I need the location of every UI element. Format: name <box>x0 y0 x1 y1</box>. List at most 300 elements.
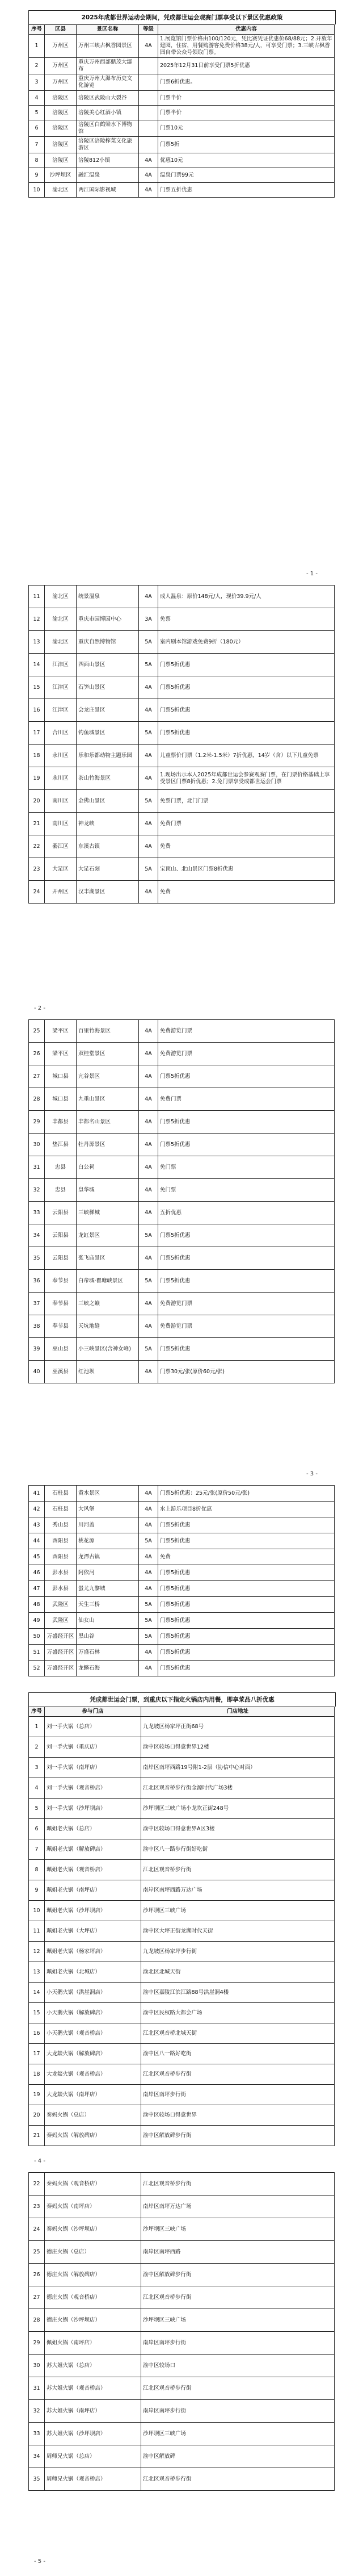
cell-discount: 门票5折优惠 <box>158 676 335 699</box>
cell-store: 珮姐老火锅（解放碑店） <box>45 1839 141 1860</box>
cell-level: 4A <box>139 699 158 722</box>
cell-index: 33 <box>29 2423 45 2445</box>
cell-index: 5 <box>29 1799 45 1819</box>
cell-store: 苏大姐火锅（南坪店） <box>45 2400 141 2423</box>
table-row <box>29 1224 335 1247</box>
table-row <box>29 1361 335 1383</box>
cell-scenic-name: 蚩尤九黎城 <box>77 1581 139 1597</box>
cell-scenic-name: 涪陵812小镇 <box>77 153 139 168</box>
table-row <box>29 74 335 91</box>
cell-level <box>139 58 158 74</box>
cell-district: 万盛经开区 <box>45 1661 77 1676</box>
cell-store: 珮姐老火锅（观音桥店） <box>45 1860 141 1880</box>
hotpot-discount-section-1 <box>28 1692 335 2146</box>
cell-index: 33 <box>29 1202 45 1224</box>
cell-scenic-name: 万盛石林 <box>77 1645 139 1661</box>
cell-scenic-name: 重庆万州西部鼎茂大瀑布 <box>77 58 139 74</box>
cell-discount: 门票5折优惠 <box>158 1533 335 1549</box>
cell-district: 奉节县 <box>45 1270 77 1293</box>
cell-store: 珮姐老火锅（沙坪坝店） <box>45 1901 141 1921</box>
cell-district: 秀山县 <box>45 1517 77 1533</box>
table-row <box>29 608 335 631</box>
table-row <box>29 2423 335 2445</box>
cell-index: 6 <box>29 120 45 137</box>
page-number: - 5 - <box>34 2558 45 2565</box>
table-row <box>29 1819 335 1839</box>
table-row <box>29 1179 335 1202</box>
cell-index: 23 <box>29 858 45 881</box>
cell-address: 沙坪坝区三峡广场小龙坎正街248号 <box>141 1799 335 1819</box>
cell-discount: 门票30元/张(原价60元/张) <box>158 1361 335 1383</box>
cell-scenic-name: 百里竹海景区 <box>77 1020 139 1043</box>
cell-discount: 温泉门票99元 <box>158 168 335 183</box>
cell-scenic-name: 阿依河 <box>77 1565 139 1581</box>
cell-index: 46 <box>29 1565 45 1581</box>
cell-district: 武隆区 <box>45 1597 77 1613</box>
cell-district: 万盛经开区 <box>45 1645 77 1661</box>
cell-index: 45 <box>29 1549 45 1565</box>
cell-index: 11 <box>29 1921 45 1942</box>
table-row <box>29 1088 335 1111</box>
page-number: - 2 - <box>34 1005 45 1011</box>
cell-discount: 宝顶山、北山景区门票8折优惠 <box>158 858 335 881</box>
cell-level: 4A <box>139 881 158 904</box>
table-row <box>29 676 335 699</box>
cell-level: 4A <box>139 1565 158 1581</box>
cell-discount: 门票5折优惠 <box>158 1581 335 1597</box>
table-row <box>29 106 335 120</box>
cell-discount: 门票半价 <box>158 91 335 106</box>
table-row <box>29 1533 335 1549</box>
header-scenic-name: 景区名称 <box>77 25 139 35</box>
cell-scenic-name: 白公祠 <box>77 1156 139 1179</box>
table-row <box>29 2286 335 2309</box>
cell-store: 珮姐老火锅（大坪店） <box>45 1921 141 1942</box>
cell-store: 刘一手火锅（总店） <box>45 1717 141 1737</box>
cell-discount: 门票5折优惠 <box>158 1517 335 1533</box>
cell-address: 渝中区解放碑步行街 <box>141 2264 335 2286</box>
cell-discount: 成人温泉：原价148元/人，现价39.9元/人 <box>158 586 335 608</box>
cell-index: 9 <box>29 1880 45 1901</box>
cell-scenic-name: 亢谷景区 <box>77 1065 139 1088</box>
cell-level <box>139 106 158 120</box>
cell-scenic-name: 乐和乐都动物主题乐园 <box>77 745 139 767</box>
cell-index: 36 <box>29 1270 45 1293</box>
table-row <box>29 2218 335 2241</box>
cell-store: 大龙燚火锅（观音桥店） <box>45 2064 141 2085</box>
cell-scenic-name: 涪陵区白鹤梁水下博物馆 <box>77 120 139 137</box>
cell-address: 江北区观音桥步行街 <box>141 2064 335 2085</box>
table-row <box>29 699 335 722</box>
cell-index: 2 <box>29 58 45 74</box>
scenic-discount-title: 2025年成都世界运动会期间，凭成都世运会观赛门票享受以下景区优惠政策 <box>28 10 336 24</box>
cell-district: 涪陵区 <box>45 153 77 168</box>
cell-index: 10 <box>29 183 45 198</box>
table-row <box>29 183 335 198</box>
cell-scenic-name: 东溪古镇 <box>77 835 139 858</box>
cell-index: 49 <box>29 1613 45 1629</box>
cell-index: 35 <box>29 1247 45 1270</box>
table-row <box>29 1799 335 1819</box>
cell-index: 10 <box>29 1901 45 1921</box>
cell-level: 5A <box>139 1613 158 1629</box>
table-row <box>29 1043 335 1065</box>
cell-index: 24 <box>29 881 45 904</box>
table-row <box>29 631 335 654</box>
cell-index: 47 <box>29 1581 45 1597</box>
cell-store: 周师兄火锅（观音桥店） <box>45 2468 141 2491</box>
cell-index: 32 <box>29 2400 45 2423</box>
cell-discount: 儿童票价门票（1.2米-1.5米）7折优惠，14岁（含）以下儿童免票 <box>158 745 335 767</box>
cell-scenic-name: 神龙峡 <box>77 813 139 835</box>
cell-store: 刘一手火锅（南坪店） <box>45 1758 141 1778</box>
cell-scenic-name: 汉丰湖景区 <box>77 881 139 904</box>
cell-address: 渝中区较场口得意世界A区3楼 <box>141 1819 335 1839</box>
cell-scenic-name: 龙潭古镇 <box>77 1549 139 1565</box>
cell-discount: 免门票 <box>158 1179 335 1202</box>
cell-discount: 门票5折优惠 <box>158 1613 335 1629</box>
cell-level: 5A <box>139 1629 158 1645</box>
table-row <box>29 813 335 835</box>
cell-store: 珮姐老火锅（南坪店） <box>45 1880 141 1901</box>
cell-discount: 免费游览门票 <box>158 1043 335 1065</box>
cell-discount: 免费门票 <box>158 1088 335 1111</box>
cell-index: 12 <box>29 608 45 631</box>
cell-index: 5 <box>29 106 45 120</box>
table-header-row <box>29 25 335 35</box>
cell-level: 4A <box>139 1517 158 1533</box>
cell-index: 18 <box>29 2064 45 2085</box>
cell-discount: 门票半价 <box>158 106 335 120</box>
cell-store: 秦妈火锅（观音桥店） <box>45 2173 141 2196</box>
cell-level: 4A <box>139 745 158 767</box>
cell-discount: 五折优惠 <box>158 1202 335 1224</box>
cell-index: 20 <box>29 790 45 813</box>
scenic-discount-table-1 <box>28 24 335 198</box>
cell-address: 南岸区南坪步行街 <box>141 2400 335 2423</box>
header-district: 区县 <box>45 25 77 35</box>
cell-index: 8 <box>29 1860 45 1880</box>
cell-index: 50 <box>29 1629 45 1645</box>
table-row <box>29 2085 335 2105</box>
table-row <box>29 1962 335 1983</box>
cell-scenic-name: 红池坝 <box>77 1361 139 1383</box>
cell-level: 4A <box>139 183 158 198</box>
cell-scenic-name: 张飞庙景区 <box>77 1247 139 1270</box>
cell-address: 渝中区解放碑 <box>141 2445 335 2468</box>
cell-level: 5A <box>139 1224 158 1247</box>
cell-level: 4A <box>139 1247 158 1270</box>
table-row <box>29 2126 335 2146</box>
cell-scenic-name: 涪陵美心红酒小镇 <box>77 106 139 120</box>
cell-district: 城口县 <box>45 1065 77 1088</box>
cell-scenic-name: 融汇温泉 <box>77 168 139 183</box>
cell-level: 3A <box>139 608 158 631</box>
cell-index: 2 <box>29 1737 45 1758</box>
cell-address: 沙坪坝区三峡广场 <box>141 1901 335 1921</box>
cell-index: 19 <box>29 2085 45 2105</box>
cell-index: 15 <box>29 2003 45 2023</box>
table-row <box>29 120 335 137</box>
cell-index: 21 <box>29 813 45 835</box>
cell-district: 涪陵区 <box>45 120 77 137</box>
cell-index: 13 <box>29 631 45 654</box>
header-level: 等级 <box>139 25 158 35</box>
cell-level: 5A <box>139 790 158 813</box>
cell-index: 31 <box>29 2377 45 2400</box>
cell-district: 涪陵区 <box>45 106 77 120</box>
table-row <box>29 2332 335 2355</box>
cell-scenic-name: 重庆万州大瀑布历史文化游览 <box>77 74 139 91</box>
cell-index: 15 <box>29 676 45 699</box>
cell-index: 39 <box>29 1338 45 1361</box>
table-row <box>29 745 335 767</box>
cell-discount: 门票5折优惠 <box>158 1270 335 1293</box>
cell-level: 4A <box>139 813 158 835</box>
cell-discount: 门票5折优惠 <box>158 1111 335 1134</box>
cell-level: 4A <box>139 1043 158 1065</box>
cell-discount: 门票5折优惠 <box>158 1645 335 1661</box>
cell-discount: 免费游览门票 <box>158 1315 335 1338</box>
cell-district: 垫江县 <box>45 1134 77 1156</box>
cell-index: 16 <box>29 2023 45 2044</box>
cell-store: 周师兄火锅（总店） <box>45 2445 141 2468</box>
cell-district: 奉节县 <box>45 1293 77 1315</box>
cell-index: 40 <box>29 1361 45 1383</box>
cell-scenic-name: 桃花源 <box>77 1533 139 1549</box>
cell-address: 江北区观音桥步行街 <box>141 2173 335 2196</box>
cell-index: 19 <box>29 767 45 790</box>
cell-discount: 门票5折优惠 <box>158 654 335 676</box>
scenic-discount-table-2 <box>28 585 335 904</box>
cell-scenic-name: 重庆自然博物馆 <box>77 631 139 654</box>
cell-index: 22 <box>29 2173 45 2196</box>
cell-address: 江北区观音桥步行街 <box>141 2286 335 2309</box>
cell-level: 4A <box>139 1645 158 1661</box>
table-header-row <box>29 1707 335 1717</box>
scenic-discount-section-1 <box>28 10 335 198</box>
table-row <box>29 58 335 74</box>
cell-scenic-name: 川河盖 <box>77 1517 139 1533</box>
cell-store: 珮姐老火锅（总店） <box>45 1819 141 1839</box>
cell-level: 5A <box>139 722 158 745</box>
cell-discount: 门票5折优惠 <box>158 1338 335 1361</box>
cell-address: 沙坪坝区三峡广场 <box>141 2423 335 2445</box>
cell-discount: 免费游览门票 <box>158 1293 335 1315</box>
table-row <box>29 1629 335 1645</box>
cell-level: 5A <box>139 1597 158 1613</box>
table-row <box>29 2105 335 2126</box>
page-number: - 3 - <box>306 1471 318 1477</box>
table-row <box>29 153 335 168</box>
cell-level: 4A <box>139 835 158 858</box>
table-row <box>29 1270 335 1293</box>
cell-discount: 优惠10元 <box>158 153 335 168</box>
cell-index: 1 <box>29 35 45 58</box>
cell-district: 合川区 <box>45 722 77 745</box>
cell-index: 3 <box>29 74 45 91</box>
table-row <box>29 2196 335 2218</box>
cell-index: 14 <box>29 1983 45 2003</box>
cell-level: 5A <box>139 654 158 676</box>
cell-scenic-name: 三峡之巅 <box>77 1293 139 1315</box>
cell-district: 忠县 <box>45 1156 77 1179</box>
table-row <box>29 767 335 790</box>
cell-scenic-name: 四面山景区 <box>77 654 139 676</box>
cell-store: 刘一手火锅（重庆店） <box>45 1737 141 1758</box>
cell-discount: 门票5折优惠 <box>158 699 335 722</box>
cell-district: 綦江区 <box>45 835 77 858</box>
table-row <box>29 1597 335 1613</box>
cell-address: 南岸区南坪西路19号附1-2层（协信中心对面） <box>141 1758 335 1778</box>
cell-index: 29 <box>29 1111 45 1134</box>
cell-address: 沙坪坝区三峡广场 <box>141 2218 335 2241</box>
table-row <box>29 1839 335 1860</box>
cell-discount: 门票5折优惠：25元/张(原价50元/张) <box>158 1486 335 1502</box>
scenic-discount-section-3 <box>28 1019 335 1383</box>
cell-index: 7 <box>29 1839 45 1860</box>
cell-store: 德庄火锅（总店） <box>45 2241 141 2264</box>
cell-district: 永川区 <box>45 767 77 790</box>
cell-index: 31 <box>29 1156 45 1179</box>
cell-scenic-name: 九重山景区 <box>77 1088 139 1111</box>
cell-district: 南川区 <box>45 813 77 835</box>
cell-index: 18 <box>29 745 45 767</box>
cell-discount: 门票5折优惠 <box>158 1629 335 1645</box>
table-row <box>29 835 335 858</box>
table-row <box>29 2400 335 2423</box>
scenic-discount-section-2 <box>28 585 335 904</box>
cell-scenic-name: 大风堡 <box>77 1502 139 1517</box>
cell-district: 沙坪坝区 <box>45 168 77 183</box>
scenic-discount-table-4 <box>28 1485 335 1676</box>
table-row <box>29 1860 335 1880</box>
cell-scenic-name: 重庆市园博园中心 <box>77 608 139 631</box>
cell-discount: 室内剧本馆游戏免费9折（180元） <box>158 631 335 654</box>
cell-district: 石柱县 <box>45 1486 77 1502</box>
cell-district: 万州区 <box>45 35 77 58</box>
cell-address: 九龙坡区杨家坪步行街 <box>141 1942 335 1962</box>
cell-district: 永川区 <box>45 745 77 767</box>
cell-store: 小天鹅火锅（解放碑店） <box>45 2003 141 2023</box>
cell-address: 渝中区较场口得意世界12楼 <box>141 1737 335 1758</box>
cell-store: 佩姐火锅（南坪店） <box>45 2332 141 2355</box>
cell-store: 珮姐老火锅（杨家坪店） <box>45 1942 141 1962</box>
cell-scenic-name: 黄水景区 <box>77 1486 139 1502</box>
cell-discount: 免费 <box>158 835 335 858</box>
cell-store: 苏大姐火锅（总店） <box>45 2355 141 2377</box>
scenic-discount-table-3 <box>28 1019 335 1383</box>
cell-store: 刘一手火锅（沙坪坝店） <box>45 1799 141 1819</box>
cell-level: 4A <box>139 1202 158 1224</box>
cell-discount: 门票5折优惠 <box>158 1134 335 1156</box>
cell-store: 秦妈火锅（解放碑店） <box>45 2126 141 2146</box>
table-row <box>29 1581 335 1597</box>
table-row <box>29 1065 335 1088</box>
cell-discount: 1.现场出示本人2025年成都世运会参赛观赛门票，在门票价格基础上享受景区门票8折优惠；2.免门票享受成都世运会门票 <box>158 767 335 790</box>
cell-store: 刘一手火锅（观音桥店） <box>45 1778 141 1799</box>
cell-scenic-name: 石笋山景区 <box>77 676 139 699</box>
header-discount: 优惠内容 <box>158 25 335 35</box>
cell-scenic-name: 钓鱼城景区 <box>77 722 139 745</box>
cell-discount: 门票5折优惠 <box>158 722 335 745</box>
cell-index: 9 <box>29 168 45 183</box>
table-row <box>29 2241 335 2264</box>
table-row <box>29 1338 335 1361</box>
cell-scenic-name: 双桂堂景区 <box>77 1043 139 1065</box>
table-row <box>29 1778 335 1799</box>
cell-store: 德庄火锅（解放碑店） <box>45 2264 141 2286</box>
table-row <box>29 1565 335 1581</box>
cell-district: 南川区 <box>45 790 77 813</box>
cell-index: 35 <box>29 2468 45 2491</box>
cell-discount: 门票五折优惠 <box>158 183 335 198</box>
cell-index: 34 <box>29 2445 45 2468</box>
cell-index: 44 <box>29 1533 45 1549</box>
cell-district: 云阳县 <box>45 1202 77 1224</box>
cell-district: 渝北区 <box>45 586 77 608</box>
cell-level: 4A <box>139 1502 158 1517</box>
cell-scenic-name: 白帝城·瞿塘峡景区 <box>77 1270 139 1293</box>
cell-index: 29 <box>29 2332 45 2355</box>
cell-district: 江津区 <box>45 654 77 676</box>
cell-scenic-name: 三峡梯城 <box>77 1202 139 1224</box>
cell-index: 17 <box>29 722 45 745</box>
cell-address: 江北区观音桥北城天街 <box>141 2023 335 2044</box>
cell-scenic-name: 万州三峡古枫香园景区 <box>77 35 139 58</box>
cell-level: 4A <box>139 1065 158 1088</box>
table-row <box>29 1315 335 1338</box>
cell-address: 南岸区南坪步行街 <box>141 2332 335 2355</box>
table-row <box>29 654 335 676</box>
cell-discount: 门票5折 <box>158 137 335 153</box>
cell-level: 4A <box>139 1179 158 1202</box>
cell-discount: 门票5折优惠 <box>158 1224 335 1247</box>
table-row <box>29 2023 335 2044</box>
page-number: - 4 - <box>34 2158 45 2164</box>
cell-scenic-name: 牡丹源景区 <box>77 1134 139 1156</box>
cell-discount: 门票10元 <box>158 120 335 137</box>
cell-scenic-name: 天生三桥 <box>77 1597 139 1613</box>
cell-district: 忠县 <box>45 1179 77 1202</box>
cell-scenic-name: 丰都名山景区 <box>77 1111 139 1134</box>
cell-index: 7 <box>29 137 45 153</box>
cell-district: 彭水县 <box>45 1565 77 1581</box>
cell-index: 30 <box>29 2355 45 2377</box>
table-row <box>29 2377 335 2400</box>
cell-discount: 免费 <box>158 881 335 904</box>
cell-index: 20 <box>29 2105 45 2126</box>
table-row <box>29 1645 335 1661</box>
cell-address: 江北区观音桥步行街 <box>141 2377 335 2400</box>
cell-district: 涪陵区 <box>45 91 77 106</box>
cell-level: 5A <box>139 631 158 654</box>
cell-index: 13 <box>29 1962 45 1983</box>
table-row <box>29 1983 335 2003</box>
cell-scenic-name: 皇华城 <box>77 1179 139 1202</box>
header-index: 序号 <box>29 1707 45 1717</box>
table-row <box>29 2309 335 2332</box>
cell-district: 巫溪县 <box>45 1361 77 1383</box>
cell-discount: 免票 <box>158 608 335 631</box>
cell-address: 渝中区大坪正街龙湖时代天街 <box>141 1921 335 1942</box>
cell-address: 南岸区南坪西路万达广场 <box>141 1880 335 1901</box>
table-row <box>29 586 335 608</box>
hotpot-discount-table-2 <box>28 2172 335 2491</box>
cell-district: 开州区 <box>45 881 77 904</box>
cell-index: 52 <box>29 1661 45 1676</box>
cell-district: 渝北区 <box>45 183 77 198</box>
